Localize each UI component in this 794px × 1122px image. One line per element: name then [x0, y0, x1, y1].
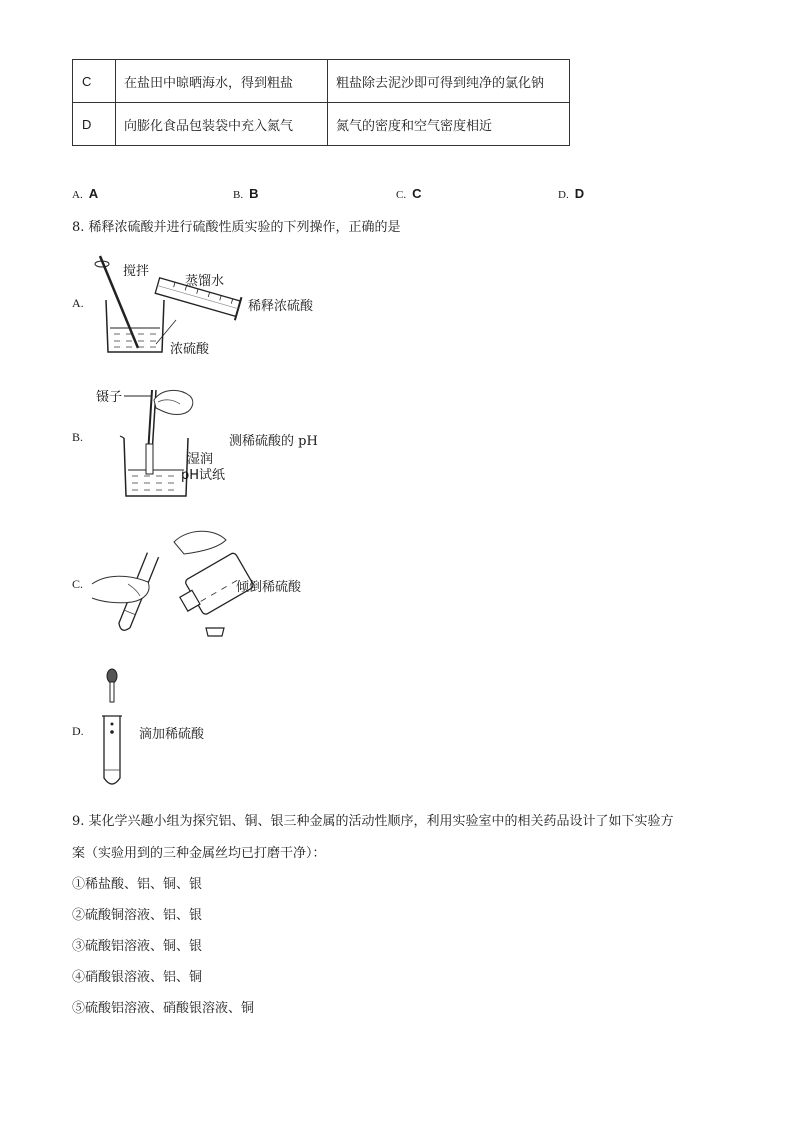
- q9-item-3: ③硫酸铝溶液、铜、银: [72, 939, 203, 954]
- label-ph-paper: pH试纸: [181, 468, 226, 483]
- label-distilled-water: 蒸馏水: [185, 274, 225, 289]
- q9-stem-line1: 9. 某化学兴趣小组为探究铝、铜、银三种金属的活动性顺序，利用实验室中的相关药品设计了如下实验方: [72, 814, 674, 829]
- q9-item-2: ②硫酸铜溶液、铝、银: [72, 908, 203, 923]
- pouring-diagram: [88, 522, 248, 652]
- q7-table: [72, 59, 570, 146]
- q7-choice-b[interactable]: B. B: [233, 186, 259, 201]
- q8-option-a-caption: 稀释浓硫酸: [248, 299, 314, 314]
- q8-stem: 8. 稀释浓硫酸并进行硫酸性质实验的下列操作，正确的是: [72, 220, 401, 235]
- label-wet: 湿润: [187, 452, 214, 467]
- q8-option-d-key[interactable]: D.: [72, 724, 84, 738]
- table-row: [73, 103, 570, 146]
- table-cell-explanation: 氮气的密度和空气密度相近: [328, 103, 570, 146]
- table-cell-explanation: 粗盐除去泥沙即可得到纯净的氯化钠: [328, 60, 570, 103]
- q7-choice-d[interactable]: D. D: [558, 186, 585, 201]
- q9-item-5: ⑤硫酸铝溶液、硝酸银溶液、铜: [72, 1001, 255, 1016]
- label-stir: 搅拌: [123, 264, 150, 279]
- dropping-diagram: [98, 666, 128, 792]
- table-cell-option: D: [73, 103, 116, 146]
- q7-choice-c[interactable]: C. C: [396, 186, 422, 201]
- q8-option-c-key[interactable]: C.: [72, 577, 84, 591]
- q8-option-b-key[interactable]: B.: [72, 430, 84, 444]
- q8-option-a-key[interactable]: A.: [72, 296, 84, 310]
- table-cell-option: C: [73, 60, 116, 103]
- q9-item-1: ①稀盐酸、铝、铜、银: [72, 877, 203, 892]
- q9-item-4: ④硝酸银溶液、铝、铜: [72, 970, 203, 985]
- q8-option-d-caption: 滴加稀硫酸: [139, 727, 205, 742]
- ph-test-diagram: [110, 386, 210, 502]
- q8-option-b-caption: 测稀硫酸的 pH: [229, 434, 318, 449]
- q8-option-c-caption: 倾倒稀硫酸: [236, 580, 302, 595]
- q7-choice-a[interactable]: A. A: [72, 186, 99, 201]
- label-tweezers: 镊子: [96, 390, 123, 405]
- table-cell-operation: 向膨化食品包装袋中充入氮气: [116, 103, 328, 146]
- table-row: [73, 60, 570, 103]
- label-conc-acid: 浓硫酸: [170, 342, 210, 357]
- table-cell-operation: 在盐田中晾晒海水，得到粗盐: [116, 60, 328, 103]
- q9-stem-line2: 案（实验用到的三种金属丝均已打磨干净）：: [72, 846, 326, 861]
